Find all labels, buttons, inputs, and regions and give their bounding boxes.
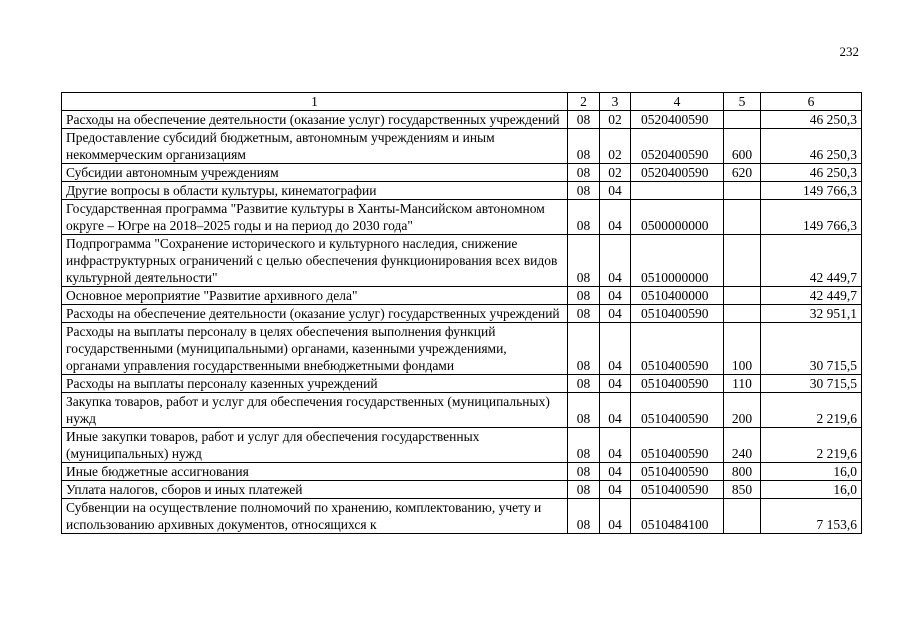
amount-cell: 16,0 — [761, 463, 862, 481]
subsection-cell: 04 — [600, 463, 631, 481]
amount-cell: 46 250,3 — [761, 111, 862, 129]
subsection-cell: 04 — [600, 200, 631, 235]
expense-name-cell: Расходы на выплаты персоналу казенных учреждений — [62, 375, 568, 393]
amount-cell: 46 250,3 — [761, 129, 862, 164]
subsection-cell: 04 — [600, 375, 631, 393]
expense-type-cell: 800 — [724, 463, 761, 481]
amount-cell: 149 766,3 — [761, 200, 862, 235]
expense-type-cell — [724, 111, 761, 129]
expense-name-cell: Уплата налогов, сборов и иных платежей — [62, 481, 568, 499]
target-article-cell: 0520400590 — [631, 164, 724, 182]
amount-cell: 149 766,3 — [761, 182, 862, 200]
expense-type-cell: 850 — [724, 481, 761, 499]
expense-type-cell: 240 — [724, 428, 761, 463]
expense-type-cell — [724, 305, 761, 323]
section-cell: 08 — [568, 481, 600, 499]
expense-name-cell: Основное мероприятие "Развитие архивного дела" — [62, 287, 568, 305]
section-cell: 08 — [568, 200, 600, 235]
expense-name-cell: Подпрограмма "Сохранение исторического и культурного наследия, снижение инфраструктурных ограничений с целью обеспечения функционирования всех видов культурной деятельности" — [62, 235, 568, 287]
table-row — [62, 481, 862, 499]
subsection-cell: 04 — [600, 287, 631, 305]
target-article-cell: 0510000000 — [631, 235, 724, 287]
target-article-cell: 0520400590 — [631, 129, 724, 164]
table-row — [62, 164, 862, 182]
target-article-cell: 0510400590 — [631, 323, 724, 375]
page-number: 232 — [839, 44, 859, 59]
subsection-cell: 02 — [600, 164, 631, 182]
expense-type-cell: 600 — [724, 129, 761, 164]
table-row — [62, 393, 862, 428]
target-article-cell: 0510400590 — [631, 305, 724, 323]
table-row — [62, 235, 862, 287]
table-row — [62, 323, 862, 375]
section-cell: 08 — [568, 499, 600, 534]
expense-name-cell: Расходы на выплаты персоналу в целях обеспечения выполнения функций государственными (муниципальными) органами, казенными учреждениями, органами управления государственными внебюджетными фондами — [62, 323, 568, 375]
target-article-cell: 0500000000 — [631, 200, 724, 235]
expense-name-cell: Другие вопросы в области культуры, кинематографии — [62, 182, 568, 200]
amount-cell: 42 449,7 — [761, 235, 862, 287]
subsection-cell: 04 — [600, 323, 631, 375]
section-cell: 08 — [568, 111, 600, 129]
expense-type-cell: 100 — [724, 323, 761, 375]
expense-name-cell: Субвенции на осуществление полномочий по хранению, комплектованию, учету и использованию архивных документов, относящихся к — [62, 499, 568, 534]
expense-type-cell — [724, 499, 761, 534]
expense-name-cell: Предоставление субсидий бюджетным, автономным учреждениям и иным некоммерческим организациям — [62, 129, 568, 164]
amount-cell: 7 153,6 — [761, 499, 862, 534]
table-row — [62, 463, 862, 481]
subsection-cell: 04 — [600, 305, 631, 323]
section-cell: 08 — [568, 323, 600, 375]
table-row — [62, 499, 862, 534]
table-row — [62, 182, 862, 200]
target-article-cell: 0510400590 — [631, 393, 724, 428]
section-cell: 08 — [568, 182, 600, 200]
table-row — [62, 111, 862, 129]
target-article-cell: 0510400590 — [631, 463, 724, 481]
subsection-cell: 04 — [600, 481, 631, 499]
target-article-cell: 0510400590 — [631, 375, 724, 393]
subsection-cell: 04 — [600, 235, 631, 287]
section-cell: 08 — [568, 305, 600, 323]
table-row — [62, 305, 862, 323]
table-row — [62, 287, 862, 305]
expense-name-cell: Расходы на обеспечение деятельности (оказание услуг) государственных учреждений — [62, 305, 568, 323]
section-cell: 08 — [568, 393, 600, 428]
amount-cell: 30 715,5 — [761, 323, 862, 375]
table-row — [62, 428, 862, 463]
header-cell: 1 — [62, 93, 568, 111]
header-cell: 6 — [761, 93, 862, 111]
target-article-cell — [631, 182, 724, 200]
expense-type-cell — [724, 200, 761, 235]
section-cell: 08 — [568, 164, 600, 182]
amount-cell: 32 951,1 — [761, 305, 862, 323]
expense-name-cell: Иные бюджетные ассигнования — [62, 463, 568, 481]
section-cell: 08 — [568, 235, 600, 287]
table-row — [62, 200, 862, 235]
amount-cell: 42 449,7 — [761, 287, 862, 305]
amount-cell: 16,0 — [761, 481, 862, 499]
expense-name-cell: Иные закупки товаров, работ и услуг для обеспечения государственных (муниципальных) нужд — [62, 428, 568, 463]
expense-type-cell: 110 — [724, 375, 761, 393]
target-article-cell: 0520400590 — [631, 111, 724, 129]
expense-type-cell — [724, 235, 761, 287]
target-article-cell: 0510400590 — [631, 428, 724, 463]
expense-name-cell: Закупка товаров, работ и услуг для обеспечения государственных (муниципальных) нужд — [62, 393, 568, 428]
target-article-cell: 0510400590 — [631, 481, 724, 499]
section-cell: 08 — [568, 287, 600, 305]
header-row — [62, 93, 862, 111]
budget-table — [61, 92, 862, 534]
subsection-cell: 04 — [600, 182, 631, 200]
expense-name-cell: Расходы на обеспечение деятельности (оказание услуг) государственных учреждений — [62, 111, 568, 129]
header-cell: 2 — [568, 93, 600, 111]
subsection-cell: 02 — [600, 111, 631, 129]
section-cell: 08 — [568, 129, 600, 164]
expense-type-cell — [724, 182, 761, 200]
section-cell: 08 — [568, 428, 600, 463]
expense-name-cell: Государственная программа "Развитие культуры в Ханты-Мансийском автономном округе – Югре на 2018–2025 годы и на период до 2030 года" — [62, 200, 568, 235]
subsection-cell: 04 — [600, 393, 631, 428]
subsection-cell: 04 — [600, 499, 631, 534]
table-row — [62, 375, 862, 393]
table-row — [62, 129, 862, 164]
amount-cell: 30 715,5 — [761, 375, 862, 393]
header-cell: 5 — [724, 93, 761, 111]
target-article-cell: 0510484100 — [631, 499, 724, 534]
target-article-cell: 0510400000 — [631, 287, 724, 305]
section-cell: 08 — [568, 463, 600, 481]
amount-cell: 2 219,6 — [761, 393, 862, 428]
section-cell: 08 — [568, 375, 600, 393]
amount-cell: 46 250,3 — [761, 164, 862, 182]
expense-name-cell: Субсидии автономным учреждениям — [62, 164, 568, 182]
expense-type-cell: 620 — [724, 164, 761, 182]
expense-type-cell: 200 — [724, 393, 761, 428]
header-cell: 3 — [600, 93, 631, 111]
expense-type-cell — [724, 287, 761, 305]
subsection-cell: 02 — [600, 129, 631, 164]
amount-cell: 2 219,6 — [761, 428, 862, 463]
header-cell: 4 — [631, 93, 724, 111]
subsection-cell: 04 — [600, 428, 631, 463]
